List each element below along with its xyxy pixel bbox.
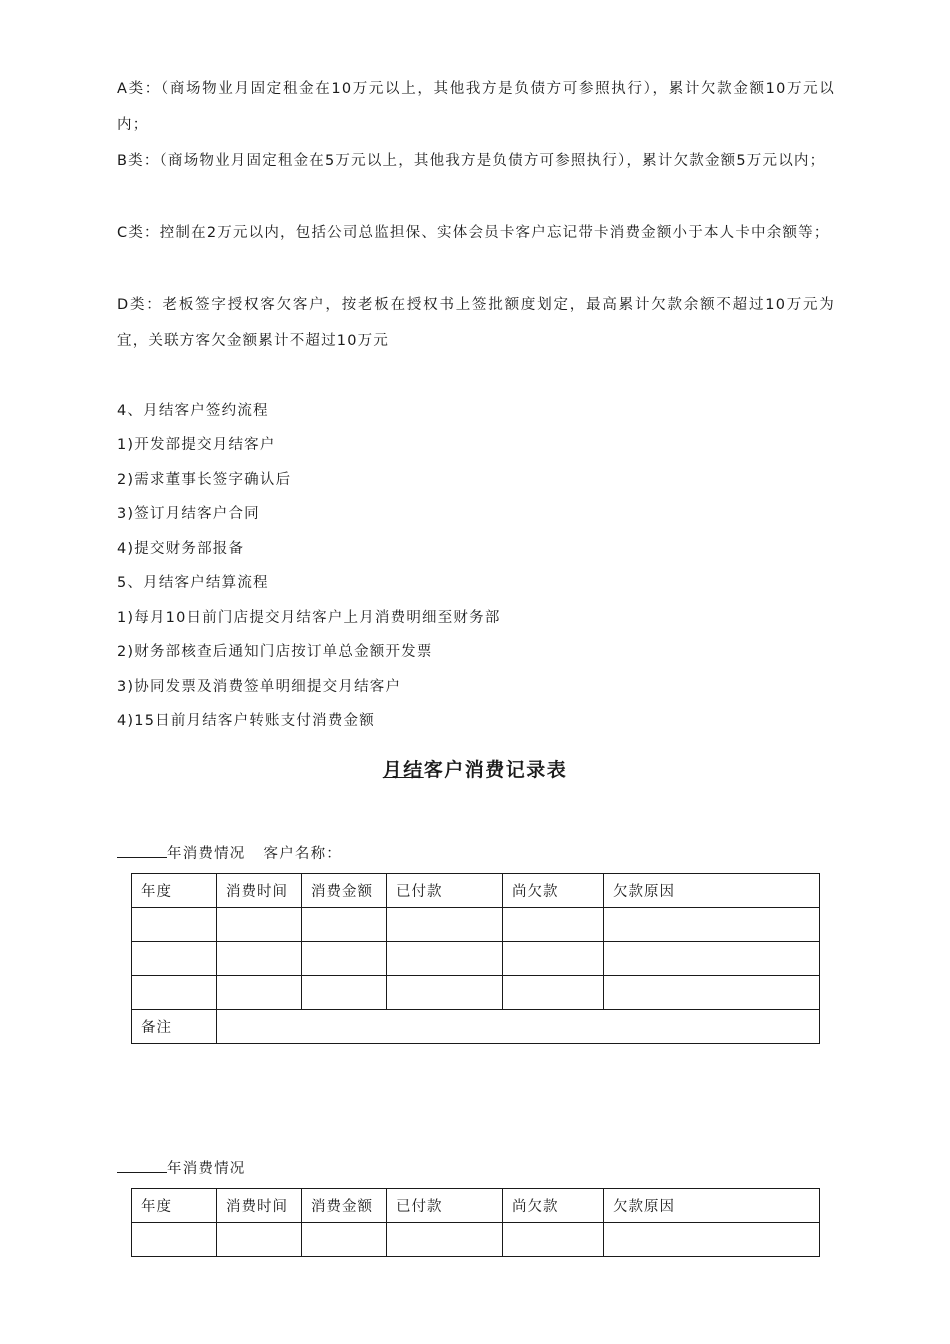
- table-cell[interactable]: [217, 1223, 302, 1257]
- table-header-row: [132, 874, 820, 908]
- header-paid: 已付款: [387, 1189, 503, 1223]
- table-cell[interactable]: [604, 908, 820, 942]
- section4-step-2: 2)需求董事长签字确认后: [117, 472, 292, 488]
- table-cell[interactable]: [302, 942, 387, 976]
- table-row: [132, 1223, 820, 1257]
- year-blank-field: [117, 1158, 167, 1173]
- consumption-table-1: [131, 873, 820, 1044]
- table-cell[interactable]: [132, 908, 217, 942]
- header-reason: 欠款原因: [604, 1189, 820, 1223]
- section4-step-3: 3)签订月结客户合同: [117, 506, 260, 522]
- category-d-text: D类：老板签字授权客欠客户，按老板在授权书上签批额度划定，最高累计欠款余额不超过10万元为宜，关联方客欠金额累计不超过10万元: [117, 297, 835, 349]
- table-row: [132, 942, 820, 976]
- table2-caption: 年消费情况: [117, 1158, 246, 1179]
- header-year: 年度: [132, 1189, 217, 1223]
- year-blank-field: [117, 843, 167, 858]
- header-owed: 尚欠款: [503, 1189, 604, 1223]
- table-cell[interactable]: [387, 942, 503, 976]
- table-row: [132, 976, 820, 1010]
- table-cell[interactable]: [302, 976, 387, 1010]
- form-title-rest: 客户消费记录表: [423, 759, 568, 781]
- section5-step-2: 2)财务部核查后通知门店按订单总金额开发票: [117, 644, 433, 660]
- section4-step-1: 1)开发部提交月结客户: [117, 437, 276, 453]
- header-owed: 尚欠款: [503, 874, 604, 908]
- table-cell[interactable]: [302, 1223, 387, 1257]
- remark-label: 备注: [132, 1010, 217, 1044]
- table-cell[interactable]: [387, 976, 503, 1010]
- table-row: [132, 908, 820, 942]
- table-cell[interactable]: [217, 976, 302, 1010]
- table1-caption: 年消费情况 客户名称：: [117, 843, 342, 864]
- table-cell[interactable]: [503, 942, 604, 976]
- table-header-row: [132, 1189, 820, 1223]
- section4-heading: 4、月结客户签约流程: [117, 403, 269, 419]
- header-reason: 欠款原因: [604, 874, 820, 908]
- table-cell[interactable]: [217, 908, 302, 942]
- category-a-text: A类：（商场物业月固定租金在10万元以上，其他我方是负债方可参照执行），累计欠款金额10万元以内；: [117, 81, 835, 133]
- form-title-underlined: 月结: [382, 759, 424, 781]
- header-year: 年度: [132, 874, 217, 908]
- customer-name-label: 客户名称：: [263, 846, 342, 862]
- header-time: 消费时间: [217, 874, 302, 908]
- section5-step-3: 3)协同发票及消费签单明细提交月结客户: [117, 679, 402, 695]
- form-title: [0, 758, 950, 782]
- category-b-text: B类：（商场物业月固定租金在5万元以上，其他我方是负债方可参照执行），累计欠款金额5万元以内；: [117, 153, 826, 169]
- table-cell[interactable]: [503, 908, 604, 942]
- remark-field[interactable]: [217, 1010, 820, 1044]
- header-amount: 消费金额: [302, 1189, 387, 1223]
- remark-row: [132, 1010, 820, 1044]
- section5-step-4: 4)15日前月结客户转账支付消费金额: [117, 713, 375, 729]
- section5-heading: 5、月结客户结算流程: [117, 575, 269, 591]
- header-time: 消费时间: [217, 1189, 302, 1223]
- table-cell[interactable]: [132, 976, 217, 1010]
- table-cell[interactable]: [132, 942, 217, 976]
- table-cell[interactable]: [604, 1223, 820, 1257]
- table-cell[interactable]: [132, 1223, 217, 1257]
- table-cell[interactable]: [503, 976, 604, 1010]
- consumption-table-2: [131, 1188, 820, 1257]
- table-cell[interactable]: [217, 942, 302, 976]
- header-paid: 已付款: [387, 874, 503, 908]
- category-c-text: C类：控制在2万元以内，包括公司总监担保、实体会员卡客户忘记带卡消费金额小于本人卡中余额等；: [117, 225, 830, 241]
- section5-step-1: 1)每月10日前门店提交月结客户上月消费明细至财务部: [117, 610, 501, 626]
- table-cell[interactable]: [503, 1223, 604, 1257]
- table-cell[interactable]: [387, 908, 503, 942]
- header-amount: 消费金额: [302, 874, 387, 908]
- table-cell[interactable]: [604, 942, 820, 976]
- section4-step-4: 4)提交财务部报备: [117, 541, 245, 557]
- table-cell[interactable]: [387, 1223, 503, 1257]
- table-cell[interactable]: [604, 976, 820, 1010]
- table-cell[interactable]: [302, 908, 387, 942]
